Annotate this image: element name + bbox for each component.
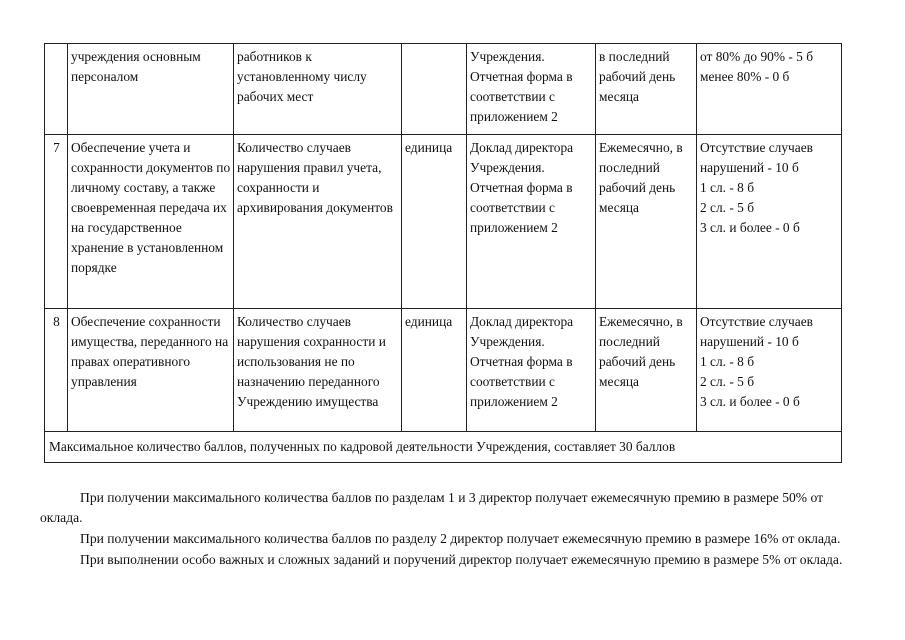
score-line: менее 80% - 0 б	[700, 69, 790, 84]
score-line: 3 сл. и более - 0 б	[700, 220, 800, 235]
table-row	[45, 44, 842, 135]
indicator-cell: Количество случаев нарушения правил учета, сохранности и архивирования документов	[234, 135, 402, 309]
criteria-table	[44, 43, 842, 463]
period-cell: Ежемесячно, в последний рабочий день месяца	[596, 135, 697, 309]
note-paragraph: При получении максимального количества баллов по разделу 2 директор получает ежемесячную премию в размере 16% от оклада.	[80, 531, 841, 546]
bonus-notes	[40, 488, 860, 571]
score-cell	[697, 44, 842, 135]
score-line: 1 сл. - 8 б	[700, 180, 755, 195]
note-paragraph: При выполнении особо важных и сложных заданий и поручений директор получает ежемесячную премию в размере 5% от оклада.	[80, 552, 843, 567]
task-cell: учреждения основным персоналом	[68, 44, 234, 135]
unit-cell	[402, 44, 467, 135]
score-line: Отсутствие случаев нарушений - 10 б	[700, 140, 814, 175]
report-cell: Учреждения. Отчетная форма в соответствии с приложением 2	[467, 44, 596, 135]
task-cell: Обеспечение сохранности имущества, переданного на правах оперативного управления	[68, 309, 234, 432]
report-cell: Доклад директора Учреждения. Отчетная форма в соответствии с приложением 2	[467, 135, 596, 309]
indicator-cell: работников к установленному числу рабочих мест	[234, 44, 402, 135]
total-note: Максимальное количество баллов, полученных по кадровой деятельности Учреждения, составляет 30 баллов	[45, 432, 842, 463]
unit-cell: единица	[402, 309, 467, 432]
indicator-cell: Количество случаев нарушения сохранности и использования не по назначению переданного Учреждению имущества	[234, 309, 402, 432]
score-cell	[697, 309, 842, 432]
score-line: 2 сл. - 5 б	[700, 200, 755, 215]
score-cell	[697, 135, 842, 309]
score-line: от 80% до 90% - 5 б	[700, 49, 814, 64]
table-row	[45, 309, 842, 432]
task-cell: Обеспечение учета и сохранности документов по личному составу, а также своевременная передача их на государственное хранение в установленном порядке	[68, 135, 234, 309]
table-total-row	[45, 432, 842, 463]
period-cell: в последний рабочий день месяца	[596, 44, 697, 135]
score-line: Отсутствие случаев нарушений - 10 б	[700, 314, 814, 349]
score-line: 3 сл. и более - 0 б	[700, 394, 800, 409]
table-row	[45, 135, 842, 309]
score-line: 2 сл. - 5 б	[700, 374, 755, 389]
row-number	[45, 44, 68, 135]
unit-cell: единица	[402, 135, 467, 309]
row-number: 7	[45, 135, 68, 309]
score-line: 1 сл. - 8 б	[700, 354, 755, 369]
row-number: 8	[45, 309, 68, 432]
report-cell: Доклад директора Учреждения. Отчетная форма в соответствии с приложением 2	[467, 309, 596, 432]
period-cell: Ежемесячно, в последний рабочий день месяца	[596, 309, 697, 432]
note-paragraph: При получении максимального количества баллов по разделам 1 и 3 директор получает ежемесячную премию в размере 50% от оклада.	[40, 490, 824, 525]
